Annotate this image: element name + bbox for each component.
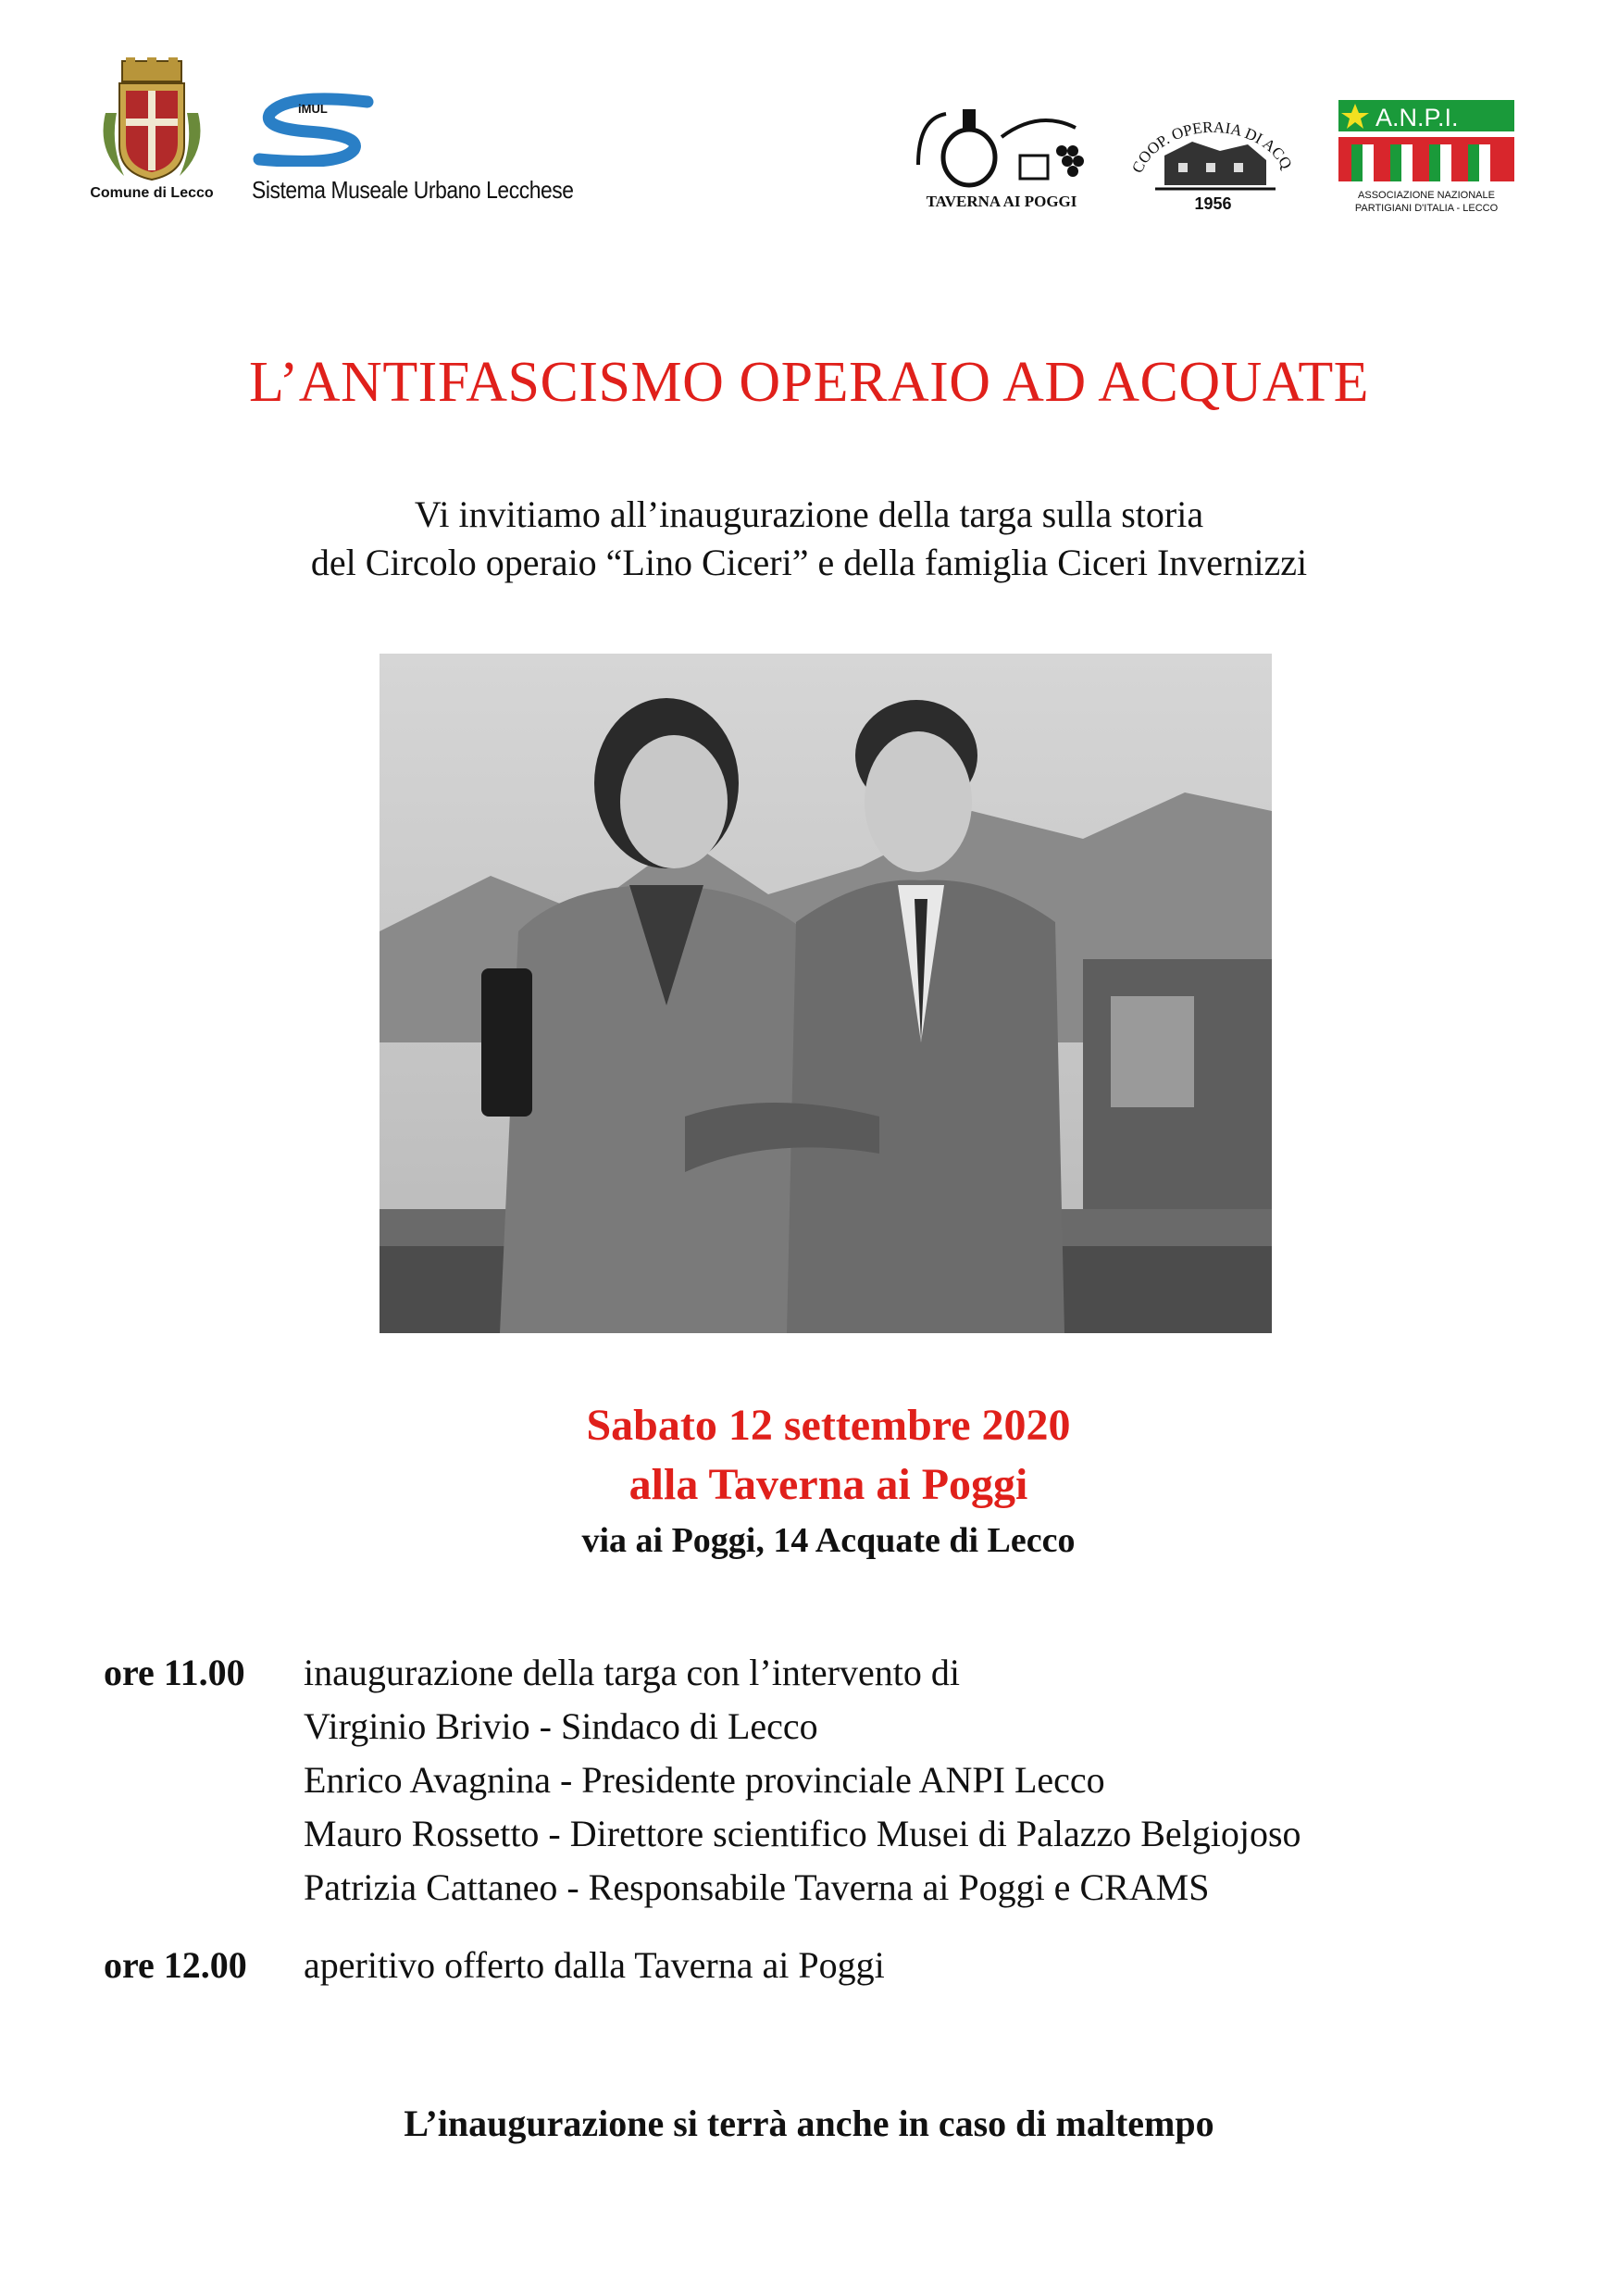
event-place: alla Taverna ai Poggi (629, 1460, 1028, 1509)
schedule-item-1 (104, 1646, 1301, 1915)
schedule-item-1-header (104, 1646, 1301, 1700)
event-date-place (0, 1396, 1618, 1515)
coop-operaia-logo (1127, 109, 1299, 239)
schedule-time-1: ore 11.00 (104, 1652, 245, 1693)
simul-small-label: iMUL (298, 102, 328, 116)
speaker-3: Mauro Rossetto - Direttore scientifico Musei di Palazzo Belgiojoso (304, 1813, 1301, 1854)
speaker-1: Virginio Brivio - Sindaco di Lecco (304, 1705, 818, 1747)
couple-photo-image (380, 654, 1272, 1333)
taverna-caption: TAVERNA AI POGGI (926, 193, 1077, 210)
anpi-logo (1338, 100, 1514, 230)
coop-year: 1956 (1194, 194, 1232, 213)
anpi-name: A.N.P.I. (1375, 104, 1459, 131)
lecco-caption: Comune di Lecco (90, 185, 214, 201)
wine-flask-grapes-icon (909, 100, 1094, 193)
schedule-item-2 (104, 1939, 885, 1992)
schedule-text-1: inaugurazione della targa con l’intervento di (304, 1652, 960, 1693)
anpi-caption-line-1: ASSOCIAZIONE NAZIONALE (1358, 190, 1495, 201)
invitation-line-2: del Circolo operaio “Lino Ciceri” e della famiglia Ciceri Invernizzi (310, 542, 1308, 583)
schedule-text-2: aperitivo offerto dalla Taverna ai Poggi (304, 1944, 885, 1986)
taverna-ai-poggi-logo (909, 100, 1094, 230)
lecco-coat-of-arms-icon (68, 57, 235, 182)
simul-caption: Sistema Museale Urbano Lecchese (252, 176, 574, 204)
speaker-2: Enrico Avagnina - Presidente provinciale ANPI Lecco (304, 1759, 1105, 1801)
page-title: L’ANTIFASCISMO OPERAIO AD ACQUATE (248, 351, 1370, 414)
schedule-time-2: ore 12.00 (104, 1944, 247, 1986)
invitation-line-1: Vi invitiamo all’inaugurazione della targa sulla storia (414, 493, 1204, 535)
comune-di-lecco-logo (68, 57, 235, 206)
coop-building-arc-icon (1127, 109, 1299, 194)
event-date: Sabato 12 settembre 2020 (586, 1401, 1071, 1450)
anpi-caption-line-2: PARTIGIANI D'ITALIA - LECCO (1354, 203, 1499, 214)
historic-couple-photo (380, 654, 1272, 1333)
anpi-caption (1338, 189, 1514, 215)
speaker-4: Patrizia Cattaneo - Responsabile Taverna ai Poggi e CRAMS (304, 1866, 1210, 1908)
event-address: via ai Poggi, 14 Acquate di Lecco (581, 1521, 1076, 1560)
coop-arc-text: COOP. OPERAIA DI ACQ (1128, 118, 1296, 176)
anpi-flag-icon (1338, 100, 1514, 185)
schedule-item-2-header (104, 1939, 885, 1992)
invitation-text (0, 491, 1618, 587)
simul-logo (252, 93, 574, 213)
weather-note: L’inaugurazione si terrà anche in caso di maltempo (404, 2103, 1214, 2144)
